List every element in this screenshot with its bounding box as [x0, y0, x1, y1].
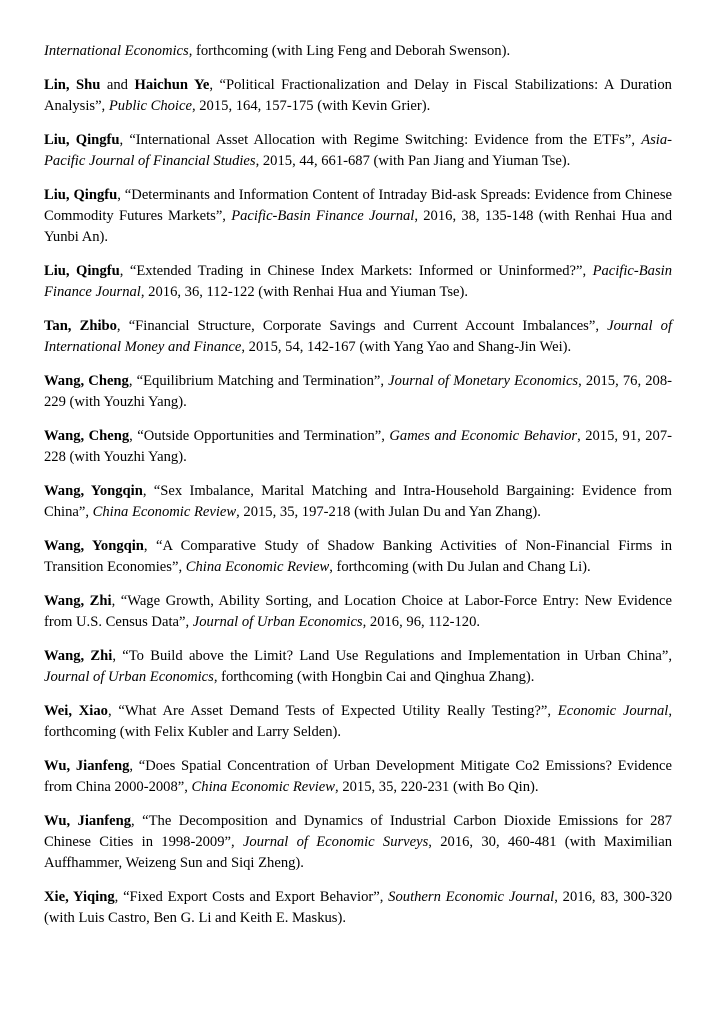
- author-name: Lin, Shu: [44, 77, 101, 93]
- entry-text: , “Political Fractionalization and Delay in Fiscal Stabilizations: A Duration Analysis”,: [44, 77, 672, 114]
- entry-text: , “A Comparative Study of Shadow Banking Activities of Non-Financial Firms in Transition Economies”,: [44, 538, 672, 575]
- author-name: Wang, Cheng: [44, 428, 130, 444]
- author-name: Wu, Jianfeng: [44, 813, 132, 829]
- entry-text: , “The Decomposition and Dynamics of Industrial Carbon Dioxide Emissions for 287 Chinese Cities in 1998-2009”,: [44, 813, 672, 850]
- journal-name: China Economic Review: [185, 559, 330, 575]
- entry-text: , “Outside Opportunities and Termination”,: [129, 428, 390, 444]
- publication-entry: [44, 41, 672, 62]
- publication-entry: [44, 591, 672, 633]
- author-name: Haichun Ye: [134, 77, 210, 93]
- journal-name: Games and Economic Behavior: [389, 428, 578, 444]
- journal-name: Economic Journal: [557, 703, 669, 719]
- author-name: Wei, Xiao: [44, 703, 108, 719]
- journal-name: Pacific-Basin Finance Journal: [44, 263, 672, 300]
- entry-text: , 2015, 54, 142-167 (with Yang Yao and Shang-Jin Wei).: [241, 339, 572, 355]
- publication-entry: [44, 646, 672, 688]
- author-name: Wang, Yongqin: [44, 483, 143, 499]
- entry-text: , 2016, 38, 135-148 (with Renhai Hua and Yunbi An).: [44, 208, 672, 245]
- journal-name: Asia-Pacific Journal of Financial Studies: [44, 132, 672, 169]
- publication-entry: [44, 371, 672, 413]
- author-name: Wang, Zhi: [44, 648, 113, 664]
- publication-entry: [44, 701, 672, 743]
- journal-name: Journal of Urban Economics: [44, 669, 214, 685]
- author-name: Liu, Qingfu: [44, 132, 120, 148]
- author-name: Wang, Zhi: [44, 593, 112, 609]
- journal-name: China Economic Review: [191, 779, 336, 795]
- entry-text: and: [100, 77, 135, 93]
- author-name: Liu, Qingfu: [44, 263, 120, 279]
- entry-text: , forthcoming (with Felix Kubler and Larry Selden).: [44, 703, 672, 740]
- entry-text: , “International Asset Allocation with Regime Switching: Evidence from the ETFs”,: [119, 132, 642, 148]
- entry-text: , 2015, 35, 220-231 (with Bo Qin).: [335, 779, 539, 795]
- entry-text: , “Wage Growth, Ability Sorting, and Location Choice at Labor-Force Entry: New Evidence from U.S. Census Data”,: [44, 593, 672, 630]
- entry-text: , 2016, 83, 300-320 (with Luis Castro, Ben G. Li and Keith E. Maskus).: [44, 889, 673, 926]
- entry-text: , forthcoming (with Du Julan and Chang Li).: [329, 559, 591, 575]
- journal-name: Southern Economic Journal: [388, 889, 555, 905]
- entry-text: , “Does Spatial Concentration of Urban Development Mitigate Co2 Emissions? Evidence from China 2000-2008”,: [44, 758, 673, 795]
- author-name: Wang, Yongqin: [44, 538, 144, 554]
- entry-text: , 2015, 164, 157-175 (with Kevin Grier).: [191, 98, 431, 114]
- entry-text: , “Equilibrium Matching and Termination”,: [128, 373, 389, 389]
- entry-text: , 2015, 35, 197-218 (with Julan Du and Yan Zhang).: [236, 504, 541, 520]
- author-name: Wu, Jianfeng: [44, 758, 130, 774]
- publication-entry: [44, 130, 672, 172]
- entry-text: , “What Are Asset Demand Tests of Expected Utility Really Testing?”,: [107, 703, 558, 719]
- entry-text: , 2016, 96, 112-120.: [362, 614, 481, 630]
- entry-text: , 2016, 30, 460-481 (with Maximilian Auffhammer, Weizeng Sun and Siqi Zheng).: [44, 834, 672, 871]
- publication-entry: [44, 481, 672, 523]
- entry-text: , 2015, 91, 207-228 (with Youzhi Yang).: [44, 428, 672, 465]
- author-name: Xie, Yiqing: [44, 889, 115, 905]
- author-name: Tan, Zhibo: [44, 318, 117, 334]
- entry-text: , “Fixed Export Costs and Export Behavior”,: [114, 889, 389, 905]
- entry-text: , forthcoming (with Ling Feng and Deborah Swenson).: [188, 43, 511, 59]
- publication-entry: [44, 756, 672, 798]
- publication-entry: [44, 75, 672, 117]
- journal-name: International Economics: [44, 43, 189, 59]
- publication-entry: [44, 811, 672, 874]
- publication-entry: [44, 261, 672, 303]
- entry-text: , forthcoming (with Hongbin Cai and Qinghua Zhang).: [213, 669, 535, 685]
- journal-name: Journal of Monetary Economics: [388, 373, 579, 389]
- author-name: Liu, Qingfu: [44, 187, 118, 203]
- publication-entry: [44, 185, 672, 248]
- journal-name: Journal of International Money and Finance: [44, 318, 672, 355]
- journal-name: Journal of Economic Surveys: [242, 834, 429, 850]
- entry-text: , “Extended Trading in Chinese Index Markets: Informed or Uninformed?”,: [119, 263, 593, 279]
- publication-entry: [44, 316, 672, 358]
- entry-text: , “Determinants and Information Content of Intraday Bid-ask Spreads: Evidence from Chinese Commodity Futures Markets”,: [44, 187, 672, 224]
- entry-text: , “Sex Imbalance, Marital Matching and Intra-Household Bargaining: Evidence from China”,: [44, 483, 673, 520]
- entry-text: , 2015, 76, 208-229 (with Youzhi Yang).: [44, 373, 672, 410]
- journal-name: Public Choice: [108, 98, 192, 114]
- journal-name: China Economic Review: [92, 504, 237, 520]
- entry-text: , 2015, 44, 661-687 (with Pan Jiang and Yiuman Tse).: [255, 153, 571, 169]
- journal-name: Pacific-Basin Finance Journal: [231, 208, 415, 224]
- entry-text: , “To Build above the Limit? Land Use Regulations and Implementation in Urban China”,: [112, 648, 673, 664]
- publication-entry: [44, 536, 672, 578]
- publication-entry: [44, 426, 672, 468]
- entry-text: , 2016, 36, 112-122 (with Renhai Hua and Yiuman Tse).: [140, 284, 469, 300]
- publication-list: [44, 41, 672, 929]
- journal-name: Journal of Urban Economics: [192, 614, 363, 630]
- author-name: Wang, Cheng: [44, 373, 129, 389]
- entry-text: , “Financial Structure, Corporate Savings and Current Account Imbalances”,: [116, 318, 608, 334]
- publication-entry: [44, 887, 672, 929]
